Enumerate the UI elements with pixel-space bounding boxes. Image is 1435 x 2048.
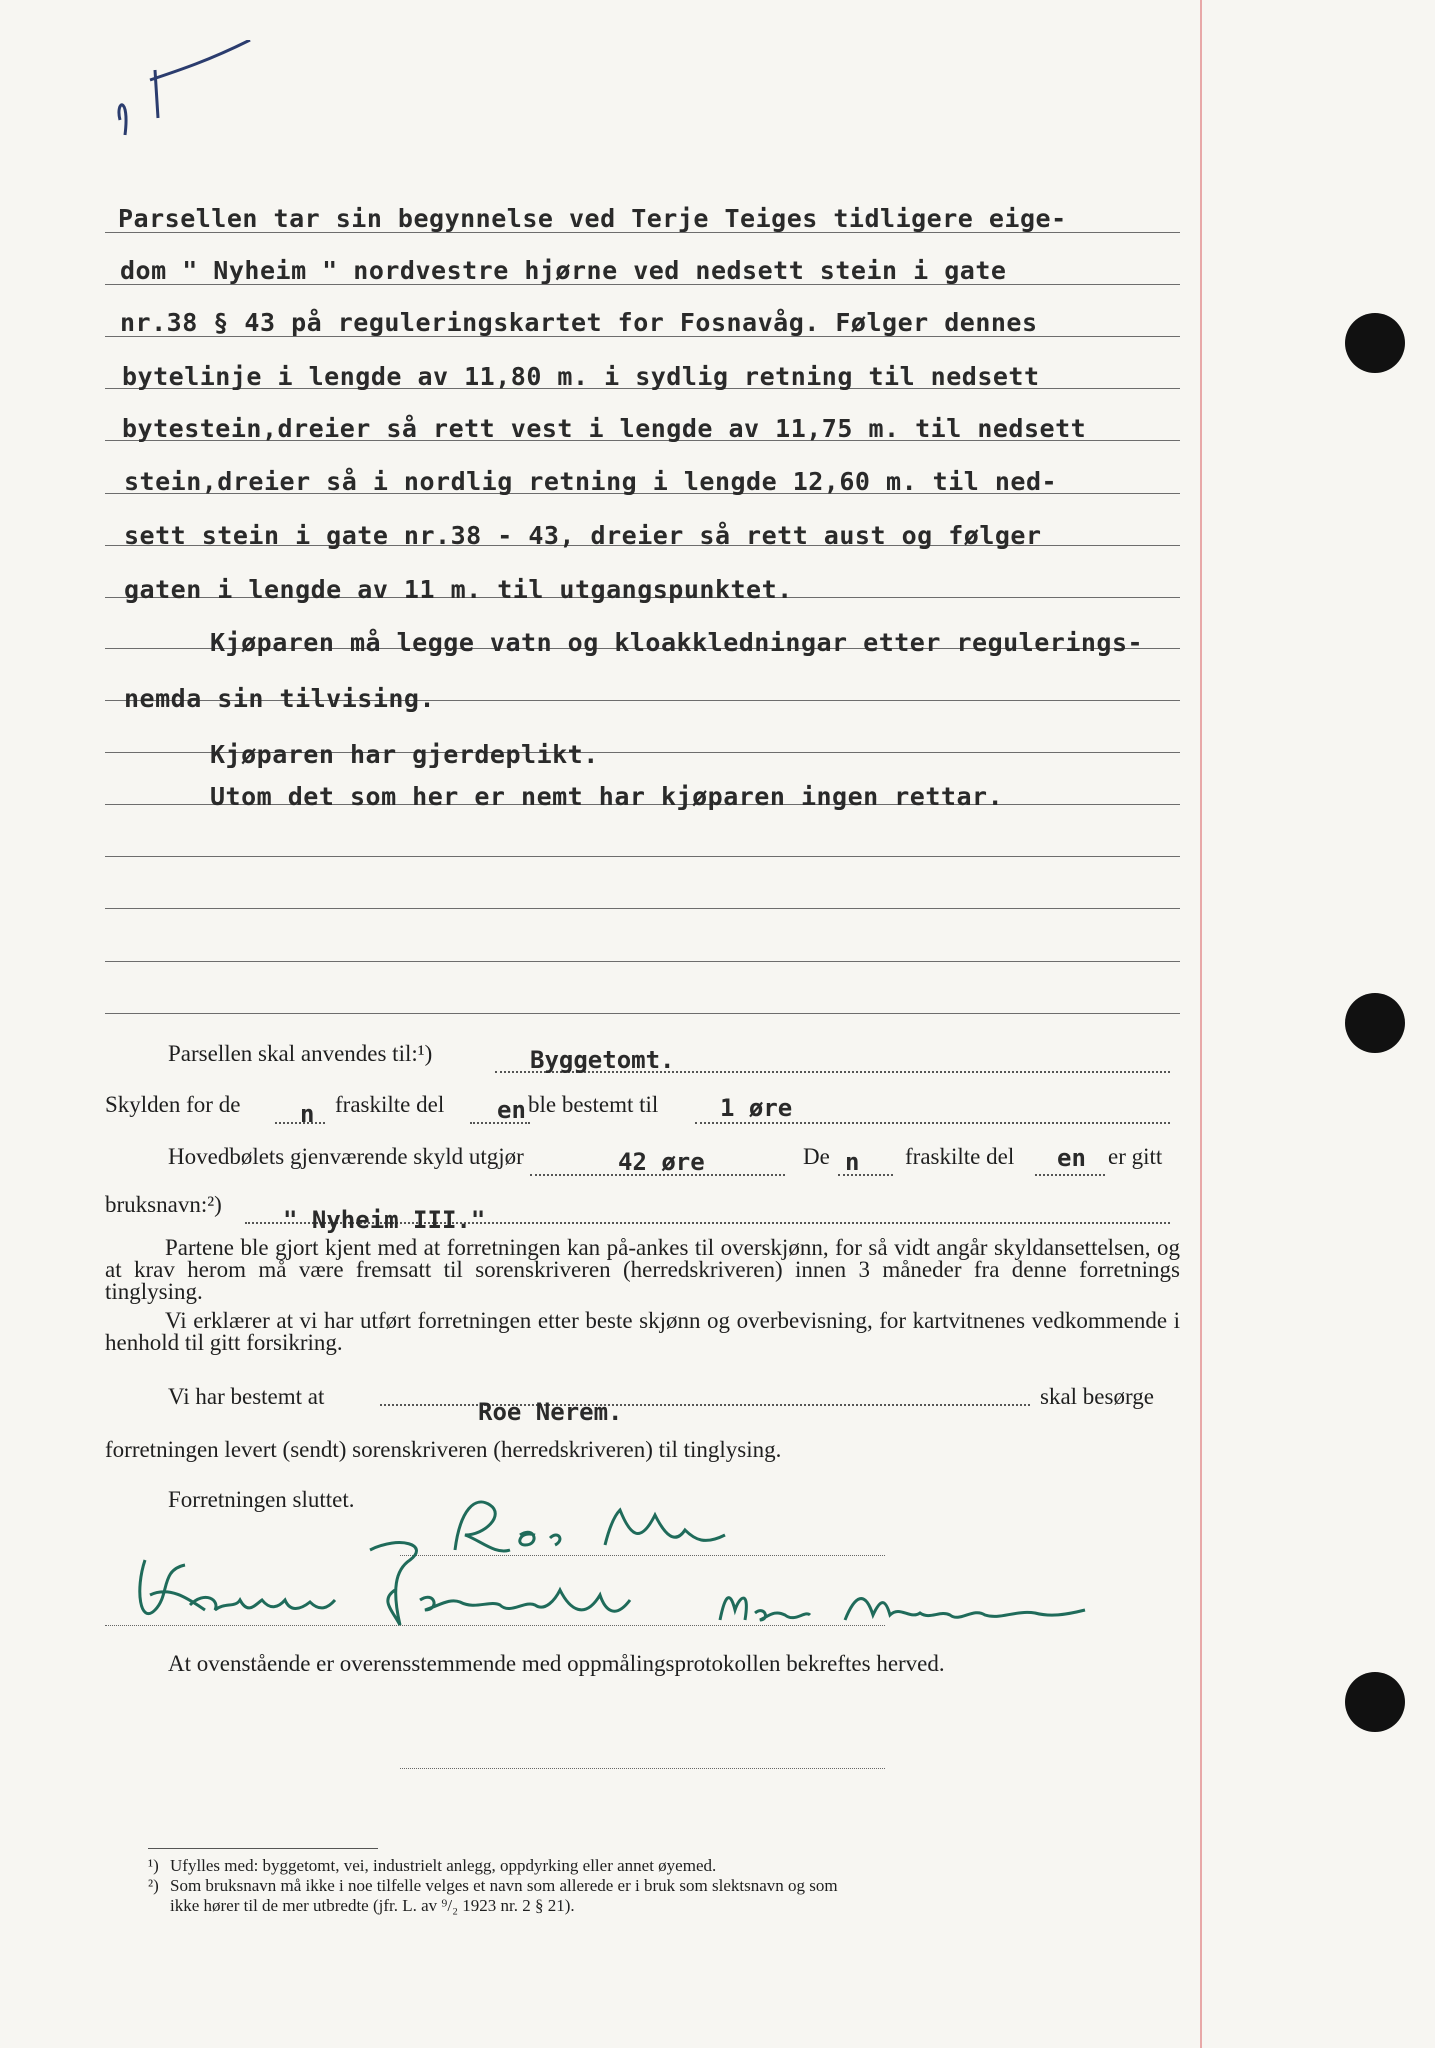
typed-text: nr.38 § 43 på reguleringskartet for Fosnavåg. Følger dennes xyxy=(120,308,1038,337)
blank-rule xyxy=(105,1013,1180,1014)
blank-rule xyxy=(105,856,1180,857)
typed-text: nemda sin tilvising. xyxy=(124,684,436,713)
footnote-rule xyxy=(148,1848,378,1849)
skyld-label: Skylden for de xyxy=(105,1092,241,1117)
typed-text: bytelinje i lengde av 11,80 m. i sydlig retning til nedsett xyxy=(122,362,1040,391)
bestemt-value: Roe Nerem. xyxy=(478,1398,623,1426)
paragraph-declaration xyxy=(105,1310,1180,1354)
footnote-2 xyxy=(148,1876,1178,1896)
typed-text: Parsellen tar sin begynnelse ved Terje Teiges tidligere eige- xyxy=(118,204,1067,233)
dotted-line xyxy=(695,1122,1170,1124)
typed-text: stein,dreier så i nordlig retning i lengde 12,60 m. til ned- xyxy=(124,467,1058,496)
typed-text: Kjøparen må legge vatn og kloakkledningar etter regulerings- xyxy=(210,628,1144,657)
typed-line xyxy=(0,628,1180,657)
footnote-text: Som bruksnavn må ikke i noe tilfelle velges et navn som allerede er i bruk som slektsnavn og som xyxy=(170,1876,838,1895)
pen-mark xyxy=(110,40,270,140)
punch-hole xyxy=(1345,313,1405,373)
punch-hole xyxy=(1345,993,1405,1053)
skyld-en-value: en xyxy=(497,1096,526,1124)
typed-line xyxy=(0,684,1180,713)
typed-line xyxy=(0,782,1180,811)
footnote-1 xyxy=(148,1856,1178,1876)
footnote-number: ²) xyxy=(148,1876,159,1895)
typed-text: dom " Nyheim " nordvestre hjørne ved nedsett stein i gate xyxy=(120,256,1007,285)
sluttet-text: Forretningen sluttet. xyxy=(168,1487,355,1512)
typed-text: Utom det som her er nemt har kjøparen ingen rettar. xyxy=(210,782,1004,811)
typed-line xyxy=(0,204,1180,233)
footnote-number: ¹) xyxy=(148,1856,159,1875)
hoved-de-label: De xyxy=(803,1144,830,1169)
bestemt-post-label: skal besørge xyxy=(1040,1384,1154,1409)
bruksnavn-label: bruksnavn:²) xyxy=(105,1192,222,1217)
blank-rule xyxy=(105,961,1180,962)
skyld-mid-label: fraskilte del xyxy=(335,1092,445,1117)
bestemt-label: Vi har bestemt at xyxy=(168,1384,325,1409)
footnote-text: Ufylles med: byggetomt, vei, industrielt anlegg, oppdyrking eller annet øyemed. xyxy=(170,1856,717,1875)
typed-line xyxy=(0,362,1180,391)
typed-line xyxy=(0,521,1180,550)
footnote-text: ikke hører til de mer utbredte (jfr. L. av ⁹/₂ 1923 nr. 2 § 21). xyxy=(170,1896,575,1915)
signature-karolius-fjelsund xyxy=(130,1530,650,1635)
typed-text: bytestein,dreier så rett vest i lengde av 11,75 m. til nedsett xyxy=(122,414,1087,443)
use-label: Parsellen skal anvendes til:¹) xyxy=(168,1041,433,1066)
typed-line xyxy=(0,575,1180,604)
skyld-n-value: n xyxy=(300,1100,315,1128)
dotted-line xyxy=(1035,1174,1105,1176)
typed-line xyxy=(0,256,1180,285)
signature-kaare-nerem xyxy=(715,1585,1095,1630)
typed-line xyxy=(0,308,1180,337)
typed-line xyxy=(0,740,1180,769)
typed-text: sett stein i gate nr.38 - 43, dreier så rett aust og følger xyxy=(124,521,1042,550)
hoved-post-label: er gitt xyxy=(1108,1144,1163,1169)
typed-line xyxy=(0,467,1180,496)
typed-text: gaten i lengde av 11 m. til utgangspunktet. xyxy=(124,575,793,604)
levert-text: forretningen levert (sendt) sorenskriveren (herredskriveren) til tinglysing. xyxy=(105,1437,782,1462)
typed-text: Kjøparen har gjerdeplikt. xyxy=(210,740,599,769)
paragraph-text: Vi erklærer at vi har utført forretningen etter beste skjønn og overbevisning, for kartvitnenes vedkommende i henhold til gitt forsikring. xyxy=(105,1308,1180,1355)
footnotes xyxy=(148,1856,1178,1916)
bruksnavn-value: " Nyheim III." xyxy=(283,1206,486,1234)
hoved-n-value: n xyxy=(845,1148,860,1176)
typed-line xyxy=(0,414,1180,443)
hoved-mid-label: fraskilte del xyxy=(905,1144,1015,1169)
hoved-label: Hovedbølets gjenværende skyld utgjør xyxy=(168,1144,524,1169)
margin-rule xyxy=(1200,0,1202,2048)
signature-line xyxy=(400,1768,885,1769)
paragraph-appeal xyxy=(105,1237,1180,1303)
blank-rule xyxy=(105,908,1180,909)
skyld-value: 1 øre xyxy=(720,1094,793,1122)
punch-hole xyxy=(1345,1672,1405,1732)
hoved-en-value: en xyxy=(1057,1144,1086,1172)
hoved-value: 42 øre xyxy=(618,1148,705,1176)
use-value: Byggetomt. xyxy=(530,1046,675,1074)
bekreftes-text: At ovenstående er overensstemmende med oppmålingsprotokollen bekreftes herved. xyxy=(168,1651,945,1676)
paragraph-text: Partene ble gjort kjent med at forretningen kan på-ankes til overskjønn, for så vidt angår skyldansettelsen, og at krav herom må være fremsatt til sorenskriveren (herredskriveren) innen 3 måneder fra denne forretnings tinglysing. xyxy=(105,1235,1180,1304)
skyld-post-label: ble bestemt til xyxy=(528,1092,659,1117)
